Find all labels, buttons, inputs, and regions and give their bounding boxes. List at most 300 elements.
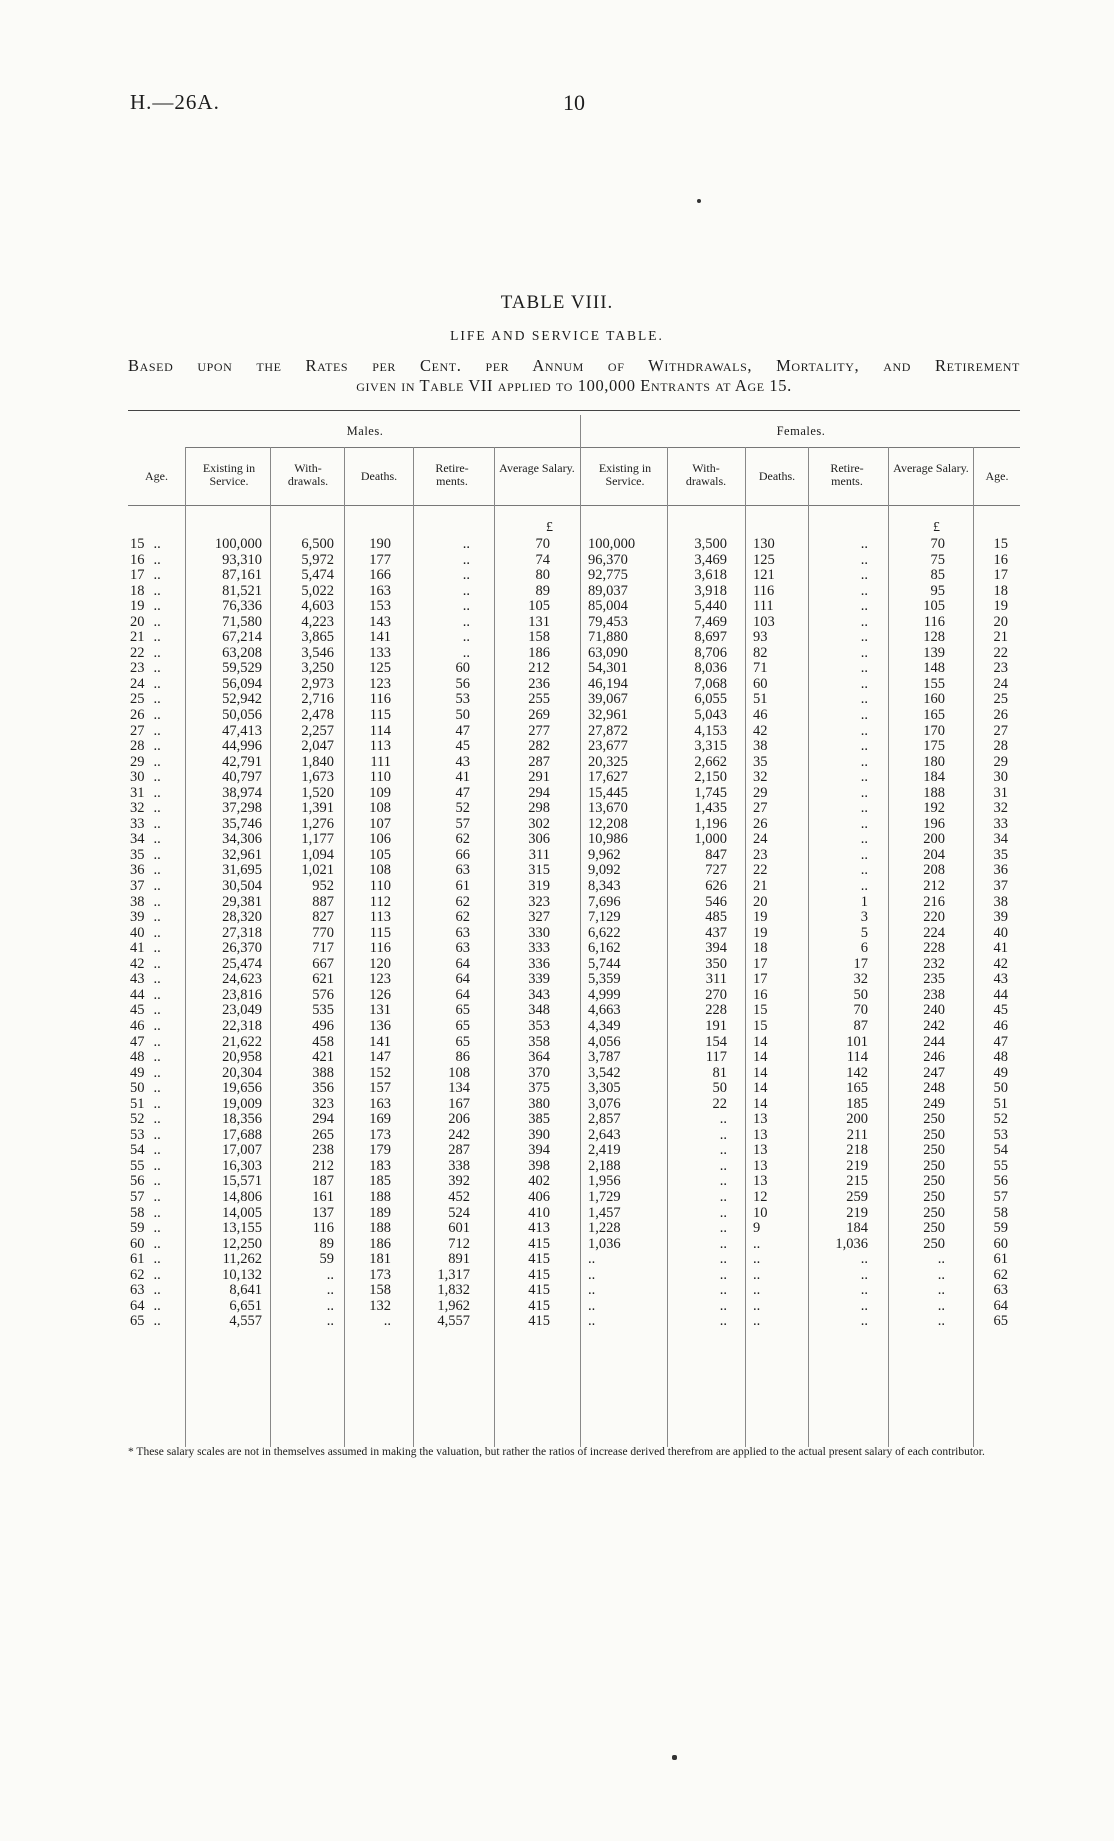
cell-female-retirements: ..: [860, 691, 868, 708]
leader-dots: ..: [153, 971, 161, 988]
cell-female-salary: 155: [923, 675, 945, 692]
cell-age-right: 39: [993, 909, 1008, 926]
cell-female-retirements: 3: [860, 909, 868, 926]
cell-age-right: 57: [993, 1188, 1008, 1205]
cell-female-salary: 250: [923, 1142, 945, 1159]
cell-salary: 406: [528, 1188, 550, 1205]
cell-existing: 20,958: [222, 1049, 262, 1066]
cell-deaths: 105: [369, 846, 391, 863]
leader-dots: ..: [153, 1126, 161, 1143]
cell-female-retirements: ..: [860, 1266, 868, 1283]
cell-female-salary: 212: [923, 878, 945, 895]
cell-female-existing: 92,775: [588, 567, 628, 584]
leader-dots: ..: [153, 940, 161, 957]
cell-age-right: 21: [993, 629, 1008, 646]
leader-dots: ..: [153, 1142, 161, 1159]
cell-age-right: 34: [993, 831, 1008, 848]
cell-female-deaths: 111: [753, 598, 774, 615]
table-row: [128, 708, 1020, 724]
cell-age-right: 19: [993, 598, 1008, 615]
cell-female-existing: 3,305: [588, 1080, 621, 1097]
cell-withdrawals: 1,520: [301, 784, 334, 801]
cell-retirements: 62: [455, 909, 470, 926]
cell-female-salary: 75: [930, 551, 945, 568]
cell-retirements: 65: [455, 1033, 470, 1050]
cell-existing: 37,298: [222, 800, 262, 817]
cell-female-salary: ..: [937, 1266, 945, 1283]
leader-dots: ..: [153, 1204, 161, 1221]
cell-female-existing: 12,208: [588, 815, 628, 832]
cell-female-deaths: 82: [753, 644, 768, 661]
cell-age: 19 ..: [130, 598, 161, 615]
cell-deaths: 186: [369, 1235, 391, 1252]
cell-salary: 294: [528, 784, 550, 801]
cell-female-retirements: ..: [860, 707, 868, 724]
table-row: [128, 1268, 1020, 1284]
cell-age: 26 ..: [130, 707, 161, 724]
cell-female-retirements: 185: [846, 1095, 868, 1112]
cell-salary: 364: [528, 1049, 550, 1066]
table-row: [128, 801, 1020, 817]
leader-dots: ..: [153, 1095, 161, 1112]
leader-dots: ..: [153, 1266, 161, 1283]
cell-female-deaths: 23: [753, 846, 768, 863]
cell-female-salary: 128: [923, 629, 945, 646]
cell-salary: 370: [528, 1064, 550, 1081]
cell-female-withdrawals: 270: [705, 986, 727, 1003]
cell-deaths: 114: [369, 722, 391, 739]
table-row: [128, 988, 1020, 1004]
cell-salary: 277: [528, 722, 550, 739]
cell-deaths: 111: [370, 753, 391, 770]
cell-female-withdrawals: 3,918: [694, 582, 727, 599]
cell-existing: 50,056: [222, 707, 262, 724]
cell-withdrawals: 717: [312, 940, 334, 957]
cell-age-right: 55: [993, 1157, 1008, 1174]
cell-female-withdrawals: 394: [705, 940, 727, 957]
cell-existing: 27,318: [222, 924, 262, 941]
cell-female-deaths: 9: [753, 1220, 761, 1237]
cell-deaths: 131: [369, 1002, 391, 1019]
cell-female-withdrawals: 8,706: [694, 644, 727, 661]
col-header-retirements: Retire- ments.: [435, 461, 469, 488]
cell-retirements: ..: [462, 551, 470, 568]
speck-mark: [697, 199, 701, 203]
cell-deaths: 188: [369, 1188, 391, 1205]
cell-female-existing: 39,067: [588, 691, 628, 708]
table-body: [128, 537, 1020, 1330]
cell-deaths: 109: [369, 784, 391, 801]
cell-female-deaths: 14: [753, 1049, 768, 1066]
cell-female-retirements: ..: [860, 846, 868, 863]
cell-female-existing: 100,000: [588, 536, 636, 552]
cell-female-existing: 9,092: [588, 862, 621, 879]
col-header-female-deaths: Deaths.: [758, 469, 796, 483]
cell-female-existing: 1,457: [588, 1204, 621, 1221]
cell-deaths: 112: [369, 893, 391, 910]
cell-salary: 353: [528, 1017, 550, 1034]
cell-female-deaths: 38: [753, 738, 768, 755]
cell-female-salary: 248: [923, 1080, 945, 1097]
cell-female-withdrawals: 2,150: [694, 769, 727, 786]
cell-female-withdrawals: 727: [705, 862, 727, 879]
cell-withdrawals: 1,673: [301, 769, 334, 786]
cell-withdrawals: ..: [326, 1297, 334, 1314]
cell-deaths: 123: [369, 675, 391, 692]
cell-female-retirements: ..: [860, 598, 868, 615]
cell-age: 30 ..: [130, 769, 161, 786]
cell-age: 34 ..: [130, 831, 161, 848]
cell-female-withdrawals: ..: [719, 1282, 727, 1299]
cell-age: 49 ..: [130, 1064, 161, 1081]
cell-age: 31 ..: [130, 784, 161, 801]
table-row: [128, 1314, 1020, 1330]
cell-existing: 15,571: [222, 1173, 262, 1190]
cell-female-retirements: ..: [860, 1313, 868, 1330]
table-row: [128, 615, 1020, 631]
cell-salary: 319: [528, 878, 550, 895]
cell-age-right: 37: [993, 878, 1008, 895]
cell-female-withdrawals: 3,469: [694, 551, 727, 568]
cell-female-salary: 95: [930, 582, 945, 599]
cell-existing: 14,005: [222, 1204, 262, 1221]
cell-age: 64 ..: [130, 1297, 161, 1314]
cell-salary: 390: [528, 1126, 550, 1143]
cell-female-retirements: 200: [846, 1111, 868, 1128]
cell-female-deaths: 12: [753, 1188, 768, 1205]
cell-existing: 6,651: [229, 1297, 262, 1314]
cell-female-salary: 250: [923, 1188, 945, 1205]
cell-female-deaths: 20: [753, 893, 768, 910]
cell-retirements: 56: [455, 675, 470, 692]
cell-retirements: 61: [455, 878, 470, 895]
cell-existing: 87,161: [222, 567, 262, 584]
table-row: [128, 1174, 1020, 1190]
cell-female-existing: 5,359: [588, 971, 621, 988]
leader-dots: ..: [153, 1297, 161, 1314]
cell-age: 52 ..: [130, 1111, 161, 1128]
cell-retirements: 47: [455, 722, 470, 739]
cell-deaths: 113: [369, 909, 391, 926]
cell-female-salary: 188: [923, 784, 945, 801]
table-row: [128, 553, 1020, 569]
cell-female-retirements: 114: [846, 1049, 868, 1066]
cell-female-existing: 2,857: [588, 1111, 621, 1128]
cell-withdrawals: 1,094: [301, 846, 334, 863]
cell-female-salary: 244: [923, 1033, 945, 1050]
cell-age: 39 ..: [130, 909, 161, 926]
cell-female-retirements: 17: [853, 955, 868, 972]
cell-female-salary: 224: [923, 924, 945, 941]
cell-age-right: 18: [993, 582, 1008, 599]
cell-female-salary: 116: [923, 613, 945, 630]
cell-withdrawals: 89: [319, 1235, 334, 1252]
cell-age: 44 ..: [130, 986, 161, 1003]
cell-deaths: 173: [369, 1266, 391, 1283]
cell-female-salary: 242: [923, 1017, 945, 1034]
leader-dots: ..: [153, 846, 161, 863]
cell-withdrawals: 4,603: [301, 598, 334, 615]
cell-age-right: 64: [993, 1297, 1008, 1314]
cell-female-salary: 196: [923, 815, 945, 832]
table-basis-note: [128, 356, 1020, 396]
cell-salary: 291: [528, 769, 550, 786]
cell-withdrawals: 5,972: [301, 551, 334, 568]
table-row: [128, 568, 1020, 584]
cell-retirements: 65: [455, 1002, 470, 1019]
cell-female-salary: 250: [923, 1126, 945, 1143]
cell-retirements: 53: [455, 691, 470, 708]
cell-existing: 24,623: [222, 971, 262, 988]
cell-age: 20 ..: [130, 613, 161, 630]
table-row: [128, 724, 1020, 740]
cell-deaths: 143: [369, 613, 391, 630]
col-header-salary: Average Salary.: [499, 461, 575, 475]
leader-dots: ..: [153, 1064, 161, 1081]
cell-female-existing: ..: [588, 1313, 596, 1330]
cell-deaths: 173: [369, 1126, 391, 1143]
cell-female-retirements: ..: [860, 1297, 868, 1314]
cell-female-existing: ..: [588, 1297, 596, 1314]
cell-age: 43 ..: [130, 971, 161, 988]
cell-female-retirements: 142: [846, 1064, 868, 1081]
cell-female-withdrawals: 191: [705, 1017, 727, 1034]
cell-female-existing: 10,986: [588, 831, 628, 848]
cell-female-existing: 3,542: [588, 1064, 621, 1081]
cell-deaths: 132: [369, 1297, 391, 1314]
cell-female-salary: ..: [937, 1313, 945, 1330]
cell-female-deaths: 42: [753, 722, 768, 739]
cell-salary: 415: [528, 1235, 550, 1252]
cell-salary: 282: [528, 738, 550, 755]
cell-withdrawals: 5,022: [301, 582, 334, 599]
cell-female-deaths: 19: [753, 924, 768, 941]
cell-female-retirements: ..: [860, 878, 868, 895]
table-row: [128, 630, 1020, 646]
cell-female-salary: 250: [923, 1204, 945, 1221]
leader-dots: ..: [153, 691, 161, 708]
cell-age-right: 59: [993, 1220, 1008, 1237]
cell-withdrawals: 827: [312, 909, 334, 926]
table-row: [128, 1143, 1020, 1159]
cell-female-retirements: ..: [860, 582, 868, 599]
cell-withdrawals: 3,865: [301, 629, 334, 646]
leader-dots: ..: [153, 738, 161, 755]
cell-age-right: 42: [993, 955, 1008, 972]
cell-deaths: 115: [369, 924, 391, 941]
cell-female-withdrawals: ..: [719, 1251, 727, 1268]
cell-retirements: ..: [462, 582, 470, 599]
cell-deaths: 110: [369, 769, 391, 786]
cell-age-right: 49: [993, 1064, 1008, 1081]
cell-female-withdrawals: 1,196: [694, 815, 727, 832]
cell-retirements: 62: [455, 893, 470, 910]
table-row: [128, 599, 1020, 615]
leader-dots: ..: [153, 582, 161, 599]
cell-age-right: 16: [993, 551, 1008, 568]
cell-existing: 19,656: [222, 1080, 262, 1097]
cell-age-right: 51: [993, 1095, 1008, 1112]
cell-female-deaths: 13: [753, 1142, 768, 1159]
cell-female-withdrawals: 81: [712, 1064, 727, 1081]
cell-salary: 415: [528, 1282, 550, 1299]
leader-dots: ..: [153, 1033, 161, 1050]
table-row: [128, 1252, 1020, 1268]
cell-female-withdrawals: ..: [719, 1313, 727, 1330]
cell-female-salary: 165: [923, 707, 945, 724]
cell-female-withdrawals: 7,068: [694, 675, 727, 692]
cell-female-deaths: 19: [753, 909, 768, 926]
cell-female-existing: 63,090: [588, 644, 628, 661]
cell-female-withdrawals: 8,697: [694, 629, 727, 646]
cell-age-right: 17: [993, 567, 1008, 584]
cell-female-retirements: ..: [860, 769, 868, 786]
cell-female-deaths: 18: [753, 940, 768, 957]
cell-female-deaths: 26: [753, 815, 768, 832]
cell-retirements: ..: [462, 536, 470, 552]
males-group-header: Males.: [346, 424, 384, 438]
cell-deaths: 183: [369, 1157, 391, 1174]
cell-female-salary: 220: [923, 909, 945, 926]
leader-dots: ..: [153, 1188, 161, 1205]
cell-age-right: 26: [993, 707, 1008, 724]
cell-age: 62 ..: [130, 1266, 161, 1283]
cell-female-salary: 160: [923, 691, 945, 708]
cell-female-retirements: ..: [860, 675, 868, 692]
cell-age: 42 ..: [130, 955, 161, 972]
leader-dots: ..: [153, 1157, 161, 1174]
cell-existing: 38,974: [222, 784, 262, 801]
cell-salary: 415: [528, 1251, 550, 1268]
cell-female-salary: 240: [923, 1002, 945, 1019]
leader-dots: ..: [153, 551, 161, 568]
cell-female-retirements: 165: [846, 1080, 868, 1097]
cell-existing: 14,806: [222, 1188, 262, 1205]
cell-deaths: 141: [369, 629, 391, 646]
cell-salary: 398: [528, 1157, 550, 1174]
cell-female-salary: 85: [930, 567, 945, 584]
cell-existing: 67,214: [222, 629, 262, 646]
cell-age: 38 ..: [130, 893, 161, 910]
cell-age-right: 56: [993, 1173, 1008, 1190]
cell-salary: 255: [528, 691, 550, 708]
cell-retirements: 1,317: [437, 1266, 470, 1283]
cell-deaths: 141: [369, 1033, 391, 1050]
cell-age: 27 ..: [130, 722, 161, 739]
cell-existing: 23,049: [222, 1002, 262, 1019]
cell-female-retirements: 1,036: [835, 1235, 868, 1252]
cell-salary: 394: [528, 1142, 550, 1159]
cell-female-withdrawals: ..: [719, 1266, 727, 1283]
leader-dots: ..: [153, 862, 161, 879]
cell-salary: 343: [528, 986, 550, 1003]
cell-retirements: 287: [448, 1142, 470, 1159]
cell-female-existing: 54,301: [588, 660, 628, 677]
cell-female-deaths: 22: [753, 862, 768, 879]
cell-female-retirements: ..: [860, 815, 868, 832]
table-row: [128, 1035, 1020, 1051]
cell-female-deaths: 103: [753, 613, 775, 630]
cell-deaths: 179: [369, 1142, 391, 1159]
cell-female-retirements: 32: [853, 971, 868, 988]
cell-age: 58 ..: [130, 1204, 161, 1221]
cell-female-salary: 250: [923, 1220, 945, 1237]
cell-female-retirements: ..: [860, 551, 868, 568]
cell-age: 46 ..: [130, 1017, 161, 1034]
col-header-age-right: Age.: [985, 469, 1009, 483]
cell-retirements: 452: [448, 1188, 470, 1205]
cell-deaths: 123: [369, 971, 391, 988]
cell-existing: 23,816: [222, 986, 262, 1003]
cell-deaths: 158: [369, 1282, 391, 1299]
cell-existing: 21,622: [222, 1033, 262, 1050]
table-row: [128, 1081, 1020, 1097]
cell-female-existing: ..: [588, 1251, 596, 1268]
cell-female-deaths: 14: [753, 1080, 768, 1097]
cell-female-withdrawals: 437: [705, 924, 727, 941]
cell-female-existing: 2,643: [588, 1126, 621, 1143]
col-header-existing: Existing in Service.: [202, 461, 256, 488]
cell-existing: 47,413: [222, 722, 262, 739]
cell-age-right: 23: [993, 660, 1008, 677]
leader-dots: ..: [153, 536, 161, 552]
cell-female-deaths: 13: [753, 1126, 768, 1143]
leader-dots: ..: [153, 567, 161, 584]
cell-female-retirements: 215: [846, 1173, 868, 1190]
cell-female-deaths: 10: [753, 1204, 768, 1221]
cell-female-salary: 250: [923, 1173, 945, 1190]
cell-withdrawals: 2,478: [301, 707, 334, 724]
cell-female-salary: 139: [923, 644, 945, 661]
cell-deaths: 181: [369, 1251, 391, 1268]
cell-female-deaths: 13: [753, 1157, 768, 1174]
cell-age-right: 44: [993, 986, 1008, 1003]
cell-age-right: 53: [993, 1126, 1008, 1143]
cell-female-existing: 7,129: [588, 909, 621, 926]
cell-female-deaths: 21: [753, 878, 768, 895]
leader-dots: ..: [153, 1251, 161, 1268]
cell-female-withdrawals: 1,745: [694, 784, 727, 801]
cell-retirements: 392: [448, 1173, 470, 1190]
cell-retirements: 524: [448, 1204, 470, 1221]
cell-female-withdrawals: 3,618: [694, 567, 727, 584]
cell-female-withdrawals: ..: [719, 1220, 727, 1237]
basis-line-2: given in Table VII applied to 100,000 Entrants at Age 15.: [356, 376, 792, 395]
currency-symbol-males: £: [546, 520, 553, 535]
cell-age-right: 30: [993, 769, 1008, 786]
table-row: [128, 1237, 1020, 1253]
cell-age-right: 54: [993, 1142, 1008, 1159]
cell-existing: 52,942: [222, 691, 262, 708]
cell-withdrawals: 5,474: [301, 567, 334, 584]
cell-salary: 358: [528, 1033, 550, 1050]
cell-deaths: 153: [369, 598, 391, 615]
cell-withdrawals: 1,840: [301, 753, 334, 770]
cell-female-existing: 4,663: [588, 1002, 621, 1019]
cell-withdrawals: 356: [312, 1080, 334, 1097]
leader-dots: ..: [153, 924, 161, 941]
cell-female-deaths: 29: [753, 784, 768, 801]
cell-withdrawals: 458: [312, 1033, 334, 1050]
cell-existing: 20,304: [222, 1064, 262, 1081]
cell-female-salary: 235: [923, 971, 945, 988]
cell-female-retirements: 184: [846, 1220, 868, 1237]
cell-retirements: 712: [448, 1235, 470, 1252]
cell-withdrawals: 323: [312, 1095, 334, 1112]
cell-female-deaths: 130: [753, 536, 775, 552]
cell-female-withdrawals: ..: [719, 1111, 727, 1128]
cell-withdrawals: ..: [326, 1282, 334, 1299]
